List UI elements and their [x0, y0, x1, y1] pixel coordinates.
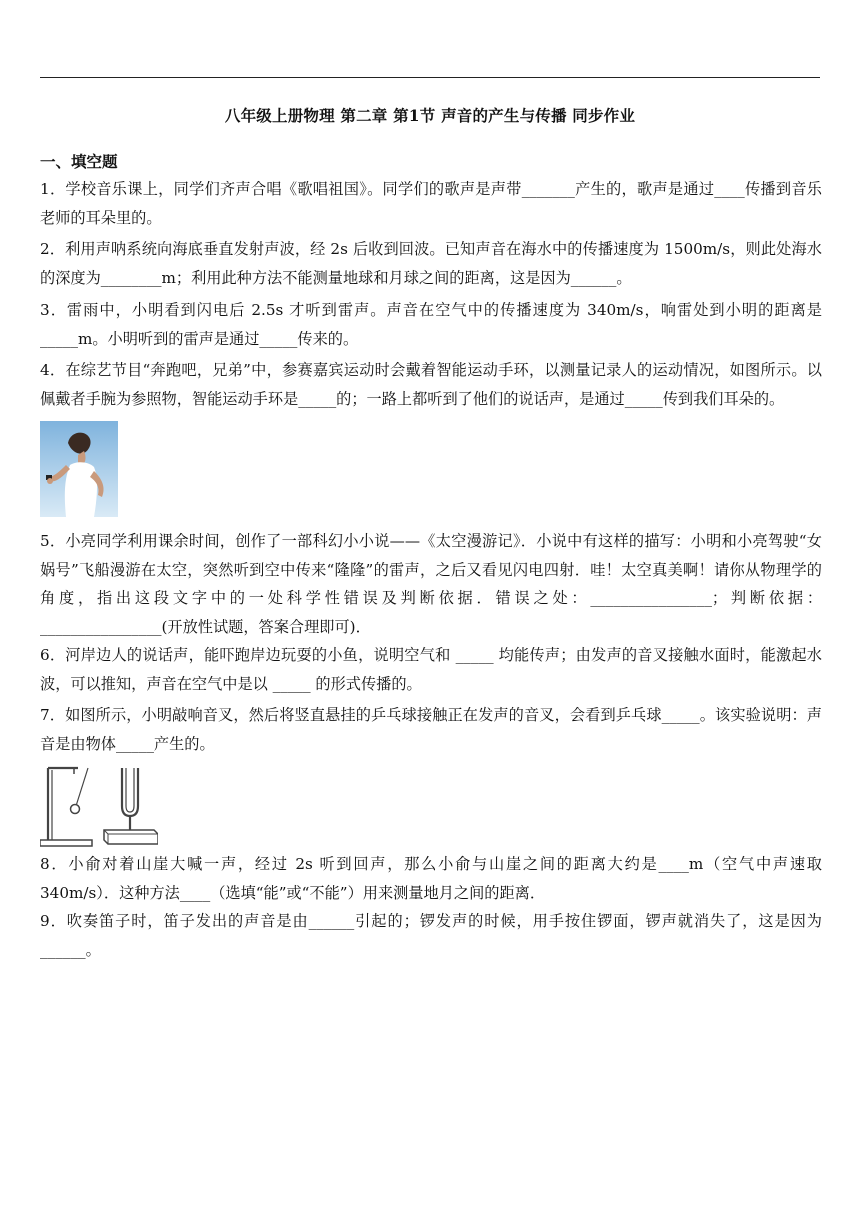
question-1: 1．学校音乐课上，同学们齐声合唱《歌唱祖国》。同学们的歌声是声带_______产生的，歌声是通过____传播到音乐老师的耳朵里的。	[40, 180, 822, 227]
question-6: 6．河岸边人的说话声，能吓跑岸边玩耍的小鱼，说明空气和 _____ 均能传声；由发声的音叉接触水面时，能激起水波，可以推知，声音在空气中是以 _____ 的形式传播的。	[40, 646, 822, 693]
question-list	[40, 175, 822, 964]
question-8: 8．小俞对着山崖大喊一声，经过 2s 听到回声，那么小俞与山崖之间的距离大约是____m（空气中声速取 340m/s）．这种方法____（选填“能”或“不能”）用来测量地月之间的距离．	[40, 855, 822, 902]
question-3: 3．雷雨中，小明看到闪电后 2.5s 才听到雷声。声音在空气中的传播速度为 340m/s，响雷处到小明的距离是_____m。小明听到的雷声是通过_____传来的。	[40, 301, 822, 348]
question-2: 2．利用声呐系统向海底垂直发射声波，经 2s 后收到回波。已知声音在海水中的传播速度为 1500m/s，则此处海水的深度为________m；利用此种方法不能测量地球和月球之间的距离，这是因为______。	[40, 240, 822, 287]
runner-figure	[40, 421, 118, 517]
header-rule	[40, 77, 820, 78]
section-heading: 一、填空题	[40, 152, 118, 171]
question-7: 7．如图所示，小明敲响音叉，然后将竖直悬挂的乒乓球接触正在发声的音叉，会看到乒乓球_____。该实验说明：声音是由物体_____产生的。	[40, 706, 822, 753]
page-title: 八年级上册物理 第二章 第1节 声音的产生与传播 同步作业	[224, 106, 636, 125]
tuning-fork-figure	[40, 762, 158, 848]
question-9: 9．吹奏笛子时，笛子发出的声音是由______引起的；锣发声的时候，用手按住锣面，锣声就消失了，这是因为______。	[40, 912, 822, 959]
question-5: 5．小亮同学利用课余时间，创作了一部科幻小小说——《太空漫游记》．小说中有这样的描写：小明和小亮驾驶“女娲号”飞船漫游在太空，突然听到空中传来“隆隆”的雷声，之后又看见闪电四射．哇！太空真美啊！请你从物理学的角度，指出这段文字中的一处科学性错误及判断依据．错误之处：________________；判断依据：________________(开放性试题，答案合理即可)．	[40, 532, 822, 636]
question-4: 4．在综艺节目“奔跑吧，兄弟”中，参赛嘉宾运动时会戴着智能运动手环，以测量记录人的运动情况，如图所示。以佩戴者手腕为参照物，智能运动手环是_____的；一路上都听到了他们的说话声，是通过_____传到我们耳朵的。	[40, 361, 822, 408]
